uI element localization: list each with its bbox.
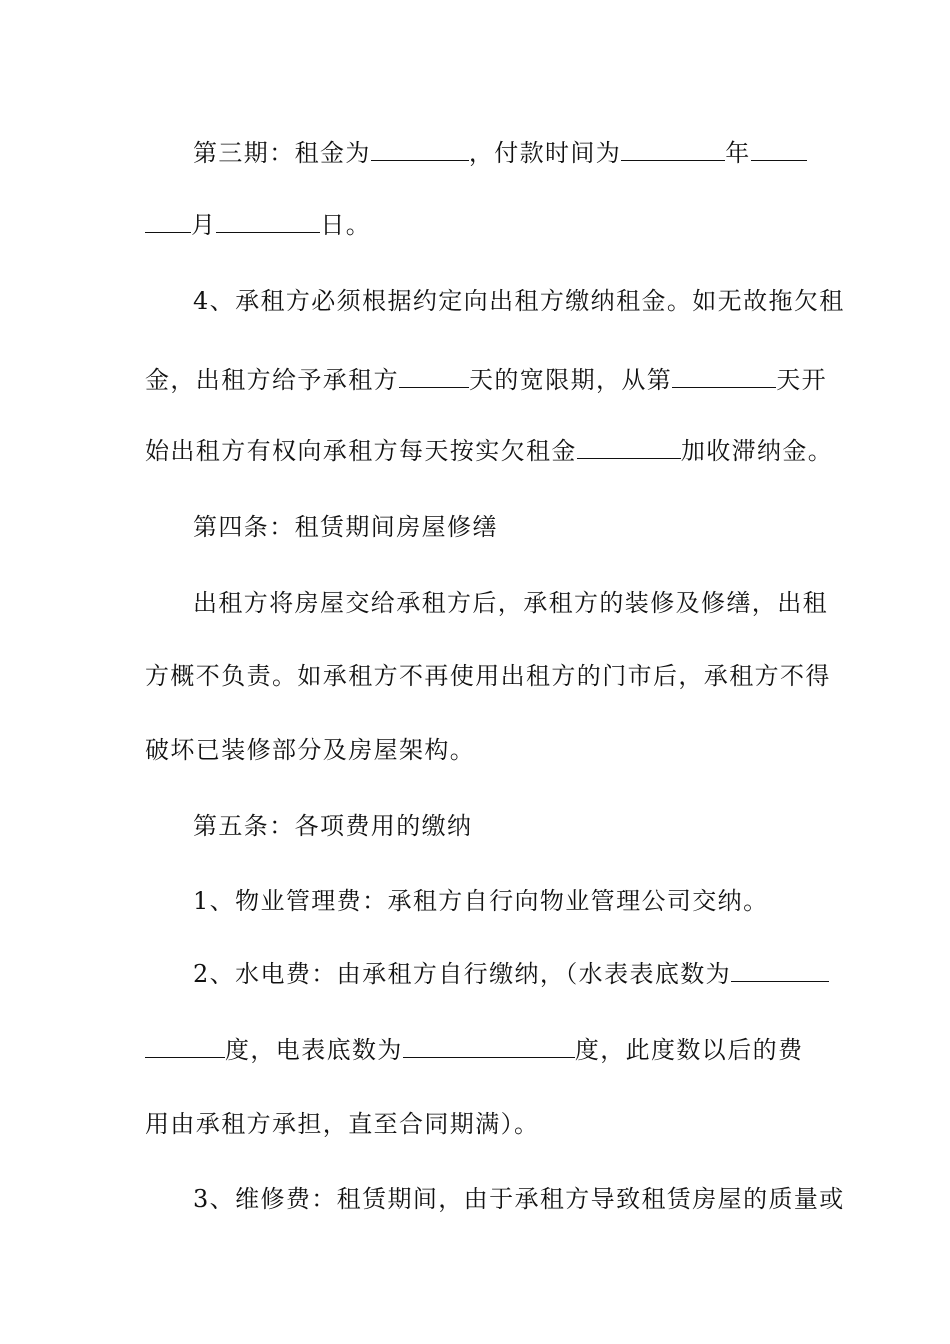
text-segment: 第三期：租金为 xyxy=(193,139,371,167)
text-line xyxy=(145,958,810,990)
text-line xyxy=(145,209,810,241)
text-segment: 加收滞纳金。 xyxy=(680,437,834,465)
section-heading: 第五条：各项费用的缴纳 xyxy=(193,812,473,840)
fill-in-blank xyxy=(399,365,469,388)
fill-in-blank xyxy=(621,138,725,161)
text-segment: 始出租方有权向承租方每天按实欠租金 xyxy=(145,437,577,465)
text-line xyxy=(145,364,828,396)
fill-in-blank xyxy=(145,1035,225,1058)
text-segment: 度，电表底数为 xyxy=(225,1036,403,1064)
fill-in-blank xyxy=(371,138,469,161)
text-line: 3、维修费：租赁期间，由于承租方导致租赁房屋的质量或 xyxy=(193,1185,845,1213)
text-line: 用由承租方承担，直至合同期满）。 xyxy=(145,1110,540,1138)
fill-in-blank xyxy=(751,138,807,161)
fill-in-blank xyxy=(577,436,681,459)
text-segment: 金，出租方给予承租方 xyxy=(145,366,399,394)
text-line xyxy=(145,1034,810,1066)
fill-in-blank xyxy=(403,1035,575,1058)
text-segment: 天开 xyxy=(776,366,828,394)
text-line: 4、承租方必须根据约定向出租方缴纳租金。如无故拖欠租 xyxy=(193,287,845,315)
text-line: 出租方将房屋交给承租方后，承租方的装修及修缮，出租 xyxy=(193,589,828,617)
fill-in-blank xyxy=(145,210,191,233)
text-segment: ，付款时间为 xyxy=(468,139,622,167)
text-segment: 日。 xyxy=(320,211,372,239)
text-segment: 年 xyxy=(725,139,751,167)
text-line: 破坏已装修部分及房屋架构。 xyxy=(145,736,476,764)
text-line: 方概不负责。如承租方不再使用出租方的门市后，承租方不得 xyxy=(145,662,831,690)
text-segment: 天的宽限期，从第 xyxy=(469,366,673,394)
text-segment: 月 xyxy=(191,211,217,239)
section-heading: 第四条：租赁期间房屋修缮 xyxy=(193,513,498,541)
text-line xyxy=(145,137,810,169)
text-segment: 2、水电费：由承租方自行缴纳，（水表表底数为 xyxy=(193,960,732,988)
text-segment: 度，此度数以后的费 xyxy=(574,1036,804,1064)
fill-in-blank xyxy=(216,210,320,233)
fill-in-blank xyxy=(731,959,829,982)
text-line xyxy=(145,435,834,467)
fill-in-blank xyxy=(672,365,776,388)
text-line: 1、物业管理费：承租方自行向物业管理公司交纳。 xyxy=(193,887,769,915)
